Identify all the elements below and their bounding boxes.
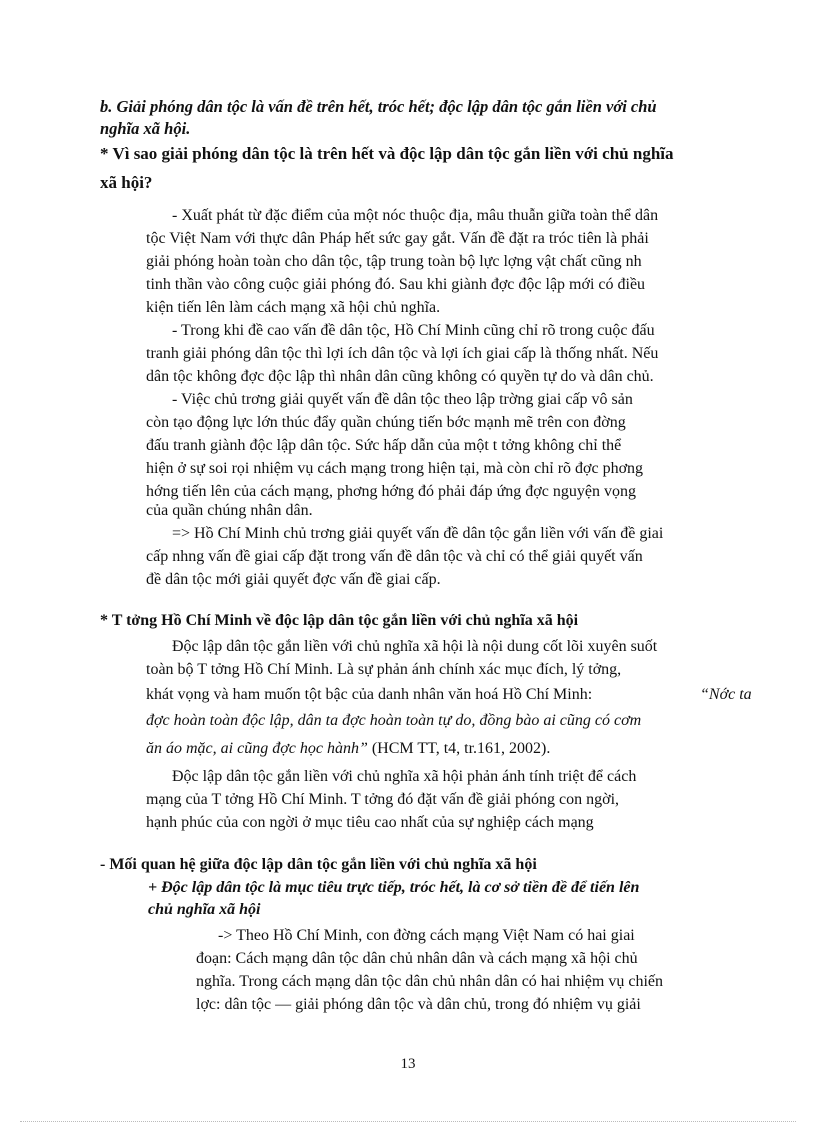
paragraph-line: tinh thần vào công cuộc giải phóng đó. Sau khi giành đợc độc lập mới có điều xyxy=(146,276,646,293)
paragraph-line: dân tộc không đợc độc lập thì nhân dân cũng không có quyền tự do và dân chủ. xyxy=(146,368,654,385)
subsection-heading: - Mối quan hệ giữa độc lập dân tộc gắn liền với chủ nghĩa xã hội xyxy=(100,856,537,873)
quote-text: “Nớc ta xyxy=(700,686,752,703)
page-bottom-divider xyxy=(20,1121,796,1122)
paragraph-line: tranh giải phóng dân tộc thì lợi ích dân tộc và lợi ích giai cấp là thống nhất. Nếu xyxy=(146,345,659,362)
paragraph-line: hạnh phúc của con ngời ở mục tiêu cao nhất của sự nghiệp cách mạng xyxy=(146,814,594,831)
paragraph-line: cấp nhng vấn đề giai cấp đặt trong vấn đề dân tộc và chỉ có thể giải quyết vấn xyxy=(146,548,643,565)
paragraph-line: - Trong khi đề cao vấn đề dân tộc, Hồ Chí Minh cũng chỉ rõ trong cuộc đấu xyxy=(172,322,655,339)
paragraph-line: đấu tranh giành độc lập dân tộc. Sức hấp dẫn của một t tởng không chỉ thể xyxy=(146,437,622,454)
subheading-line: + Độc lập dân tộc là mục tiêu trực tiếp, tróc hết, là cơ sở tiền đề để tiến lên xyxy=(148,879,640,896)
paragraph-line: kiện tiến lên làm cách mạng xã hội chủ nghĩa. xyxy=(146,299,441,316)
section-heading-line: b. Giải phóng dân tộc là vấn đề trên hết, tróc hết; độc lập dân tộc gắn liền với chủ xyxy=(100,97,657,116)
paragraph-line: -> Theo Hồ Chí Minh, con đờng cách mạng Việt Nam có hai giai xyxy=(218,927,635,944)
quote-line xyxy=(146,738,550,760)
paragraph-line: toàn bộ T tởng Hồ Chí Minh. Là sự phản ánh chính xác mục đích, lý tởng, xyxy=(146,661,622,678)
paragraph-line: - Việc chủ trơng giải quyết vấn đề dân tộc theo lập trờng giai cấp vô sản xyxy=(172,391,633,408)
paragraph-line: giải phóng hoàn toàn cho dân tộc, tập trung toàn bộ lực lợng vật chất cũng nh xyxy=(146,253,642,270)
quote-text: đợc hoàn toàn độc lập, dân ta đợc hoàn toàn tự do, đồng bào ai cũng có cơm xyxy=(146,712,642,729)
paragraph-line: - Xuất phát từ đặc điểm của một nóc thuộc địa, mâu thuẫn giữa toàn thể dân xyxy=(172,207,659,224)
paragraph-line: đề dân tộc mới giải quyết đợc vấn đề giai cấp. xyxy=(146,571,441,588)
paragraph-line: khát vọng và ham muốn tột bậc của danh nhân văn hoá Hồ Chí Minh: xyxy=(146,686,593,703)
page-number: 13 xyxy=(400,1056,416,1072)
paragraph-line: đoạn: Cách mạng dân tộc dân chủ nhân dân và cách mạng xã hội chủ xyxy=(196,950,638,967)
subheading-line: chủ nghĩa xã hội xyxy=(148,901,261,918)
paragraph-line: Độc lập dân tộc gắn liền với chủ nghĩa xã hội phản ánh tính triệt để cách xyxy=(172,768,637,785)
paragraph-line: hiện ở sự soi rọi nhiệm vụ cách mạng trong hiện tại, mà còn chỉ rõ đợc phơng xyxy=(146,460,644,477)
question-heading-line: * Vì sao giải phóng dân tộc là trên hết và độc lập dân tộc gắn liền với chủ nghĩa xyxy=(100,144,674,163)
quote-citation: (HCM TT, t4, tr.161, 2002). xyxy=(367,740,551,757)
paragraph-line: còn tạo động lực lớn thúc đẩy quần chúng tiến bớc mạnh mẽ trên con đờng xyxy=(146,414,626,431)
paragraph-line: mạng của T tởng Hồ Chí Minh. T tởng đó đặt vấn đề giải phóng con ngời, xyxy=(146,791,620,808)
question-heading-line: xã hội? xyxy=(100,173,153,192)
quote-text: ăn áo mặc, ai cũng đợc học hành” xyxy=(146,740,368,757)
paragraph-line: của quần chúng nhân dân. xyxy=(146,502,313,519)
paragraph-line: Độc lập dân tộc gắn liền với chủ nghĩa xã hội là nội dung cốt lõi xuyên suốt xyxy=(172,638,658,655)
paragraph-line: nghĩa. Trong cách mạng dân tộc dân chủ nhân dân có hai nhiệm vụ chiến xyxy=(196,973,663,990)
paragraph-line: hớng tiến lên của cách mạng, phơng hớng đó phải đáp ứng đợc nguyện vọng xyxy=(146,483,636,500)
subsection-heading: * T tởng Hồ Chí Minh về độc lập dân tộc gắn liền với chủ nghĩa xã hội xyxy=(100,612,579,629)
paragraph-line: lợc: dân tộc — giải phóng dân tộc và dân chủ, trong đó nhiệm vụ giải xyxy=(196,996,641,1013)
paragraph-line: tộc Việt Nam với thực dân Pháp hết sức gay gắt. Vấn đề đặt ra tróc tiên là phải xyxy=(146,230,649,247)
paragraph-line: => Hồ Chí Minh chủ trơng giải quyết vấn đề dân tộc gắn liền với vấn đề giai xyxy=(172,525,664,542)
section-heading-line: nghĩa xã hội. xyxy=(100,119,191,138)
